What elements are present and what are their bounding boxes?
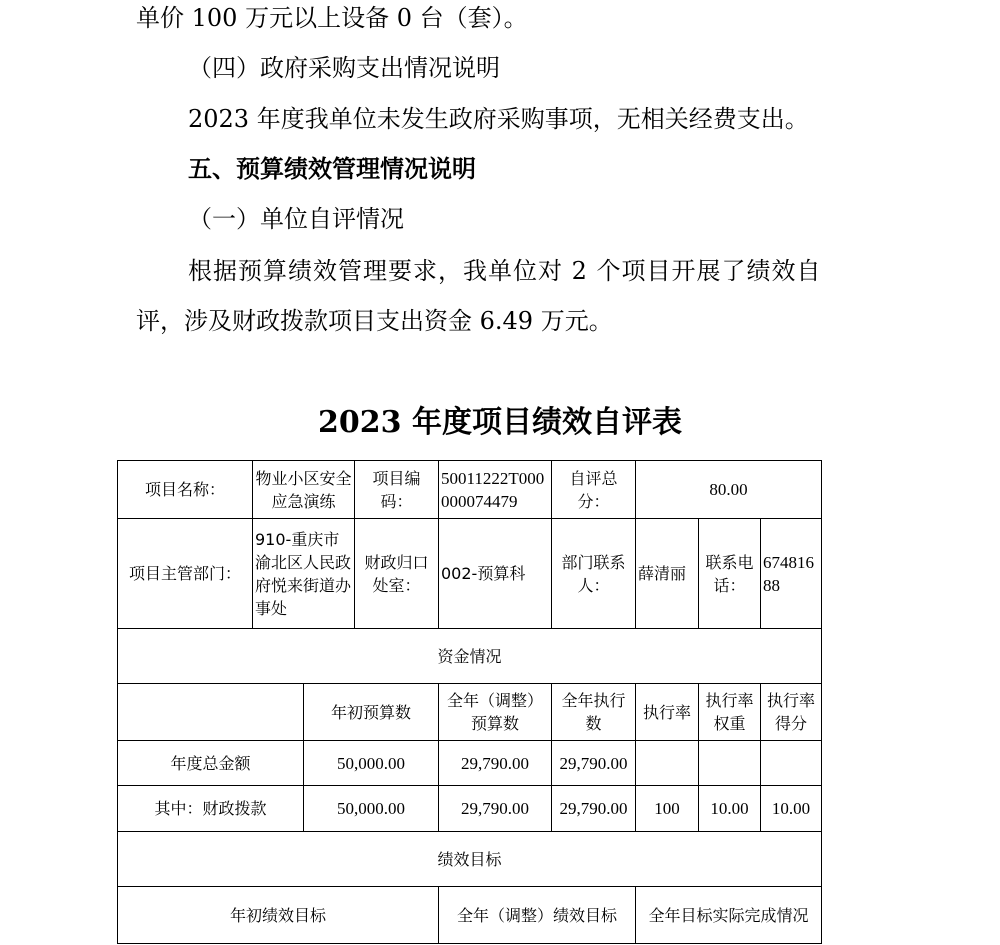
table-row [118,887,822,944]
paragraph-equipment: 单价 100 万元以上设备 0 台（套）。 [136,4,528,32]
table-title: 2023 年度项目绩效自评表 [318,405,682,440]
dept-label: 项目主管部门： [118,519,253,629]
cell-score: 10.00 [761,786,822,832]
total-score-label: 自评总分： [552,461,636,519]
table-row [118,786,822,832]
total-score-value: 80.00 [636,461,822,519]
heading-procurement: （四）政府采购支出情况说明 [188,54,500,82]
contact-label: 部门联系人： [552,519,636,629]
cell-executed: 29,790.00 [552,741,636,786]
cell-score [761,741,822,786]
office-label: 财政归口处室： [355,519,439,629]
paragraph-self-eval-2: 评，涉及财政拨款项目支出资金 6.49 万元。 [136,307,613,335]
funds-col-adjusted: 全年（调整）预算数 [439,684,552,741]
cell-adjusted: 29,790.00 [439,741,552,786]
perf-col-adjusted: 全年（调整）绩效目标 [439,887,636,944]
perf-header: 绩效目标 [118,832,822,887]
paragraph-self-eval-1: 根据预算绩效管理要求，我单位对 2 个项目开展了绩效自 [188,257,822,285]
funds-col-weight: 执行率权重 [699,684,761,741]
table-row [118,629,822,684]
dept-value: 910-重庆市渝北区人民政府悦来街道办事处 [253,519,355,629]
project-name-value: 物业小区安全应急演练 [253,461,355,519]
heading-self-eval: （一）单位自评情况 [188,205,404,233]
phone-value: 67481688 [761,519,822,629]
funds-col-blank [118,684,304,741]
funds-col-initial: 年初预算数 [304,684,439,741]
cell-rate: 100 [636,786,699,832]
office-value: 002-预算科 [439,519,552,629]
perf-col-initial: 年初绩效目标 [118,887,439,944]
paragraph-procurement: 2023 年度我单位未发生政府采购事项，无相关经费支出。 [188,105,809,133]
table-row [118,741,822,786]
cell-initial: 50,000.00 [304,741,439,786]
funds-header: 资金情况 [118,629,822,684]
row-label: 年度总金额 [118,741,304,786]
funds-col-rate: 执行率 [636,684,699,741]
cell-weight: 10.00 [699,786,761,832]
table-row [118,832,822,887]
heading-performance: 五、预算绩效管理情况说明 [188,154,476,183]
table-row [118,519,822,629]
project-name-label: 项目名称： [118,461,253,519]
table-row [118,461,822,519]
performance-table [117,460,822,944]
row-label: 其中：财政拨款 [118,786,304,832]
cell-executed: 29,790.00 [552,786,636,832]
funds-col-score: 执行率得分 [761,684,822,741]
project-code-label: 项目编码： [355,461,439,519]
phone-label: 联系电话： [699,519,761,629]
project-code-value: 50011222T000000074479 [439,461,552,519]
cell-rate [636,741,699,786]
funds-col-executed: 全年执行数 [552,684,636,741]
cell-adjusted: 29,790.00 [439,786,552,832]
table-row [118,684,822,741]
cell-weight [699,741,761,786]
contact-value: 薛清丽 [636,519,699,629]
perf-col-actual: 全年目标实际完成情况 [636,887,822,944]
cell-initial: 50,000.00 [304,786,439,832]
